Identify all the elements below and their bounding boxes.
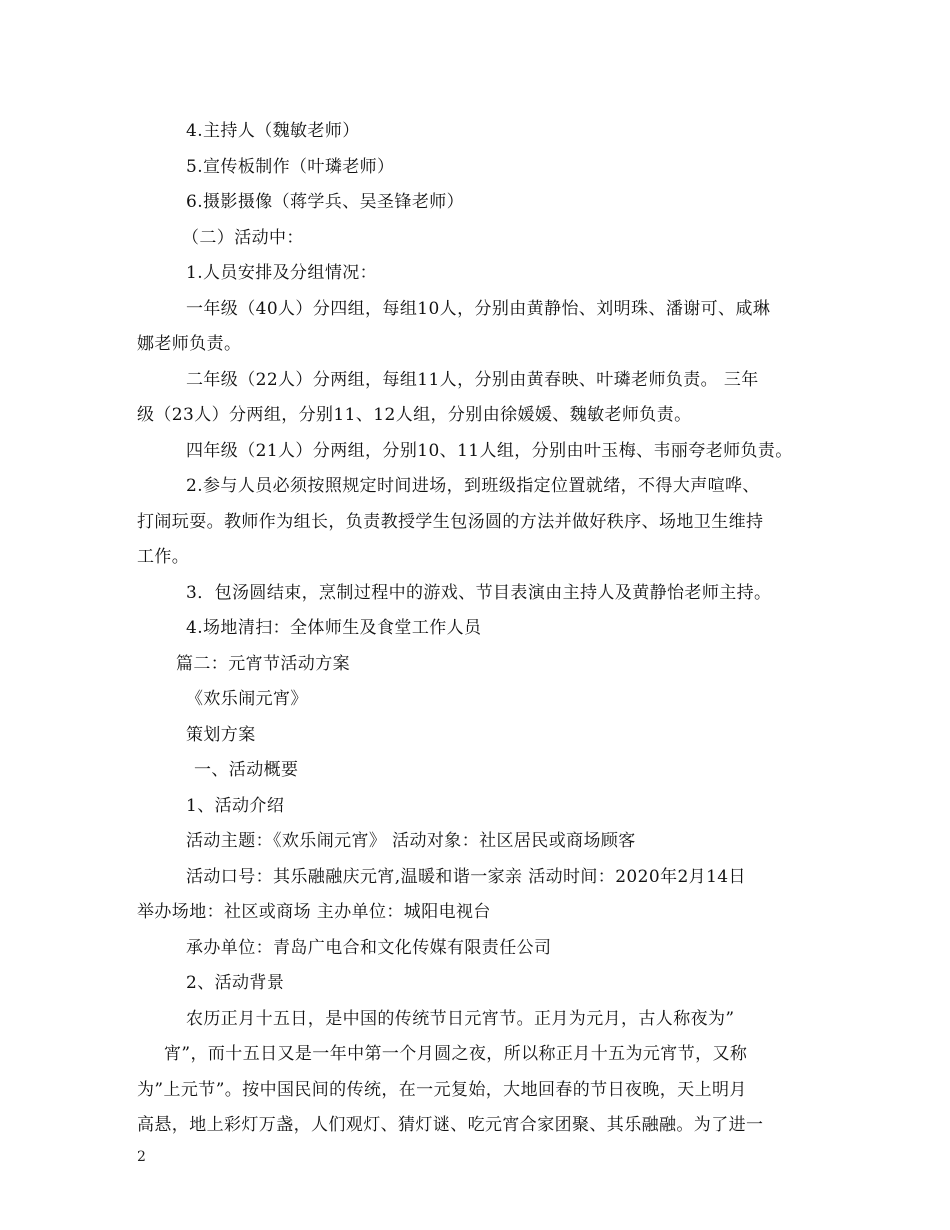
text-line: 策划方案 [186,725,256,745]
text-line: 6.摄影摄像（蒋学兵、吴圣锋老师） [186,192,465,212]
text-line: 2.参与人员必须按照规定时间进场，到班级指定位置就绪，不得大声喧哗、 [186,476,760,496]
text-line: 活动口号：其乐融融庆元宵,温暖和谐一家亲 活动时间：2020年2月14日 [186,867,746,887]
text-line: 娜老师负责。 [137,334,242,354]
text-line: 3．包汤圆结束，烹制过程中的游戏、节目表演由主持人及黄静怡老师主持。 [186,583,772,603]
text-line: 活动主题：《欢乐闹元宵》 活动对象：社区居民或商场顾客 [186,831,636,851]
section-heading: 篇二：元宵节活动方案 [176,654,350,674]
text-line: 农历正月十五日，是中国的传统节日元宵节。正月为元月，古人称夜为” [186,1009,735,1029]
text-line: 举办场地：社区或商场 主办单位：城阳电视台 [137,902,491,922]
text-line: 为”上元节”。按中国民间的传统，在一元复始，大地回春的节日夜晚，天上明月 [137,1080,747,1100]
text-line: 一、活动概要 [194,760,299,780]
text-line: 2、活动背景 [186,973,285,993]
text-line: 工作。 [137,547,190,567]
text-line: 《欢乐闹元宵》 [186,689,308,709]
text-line: 打闹玩耍。教师作为组长，负责教授学生包汤圆的方法并做好秩序、场地卫生维持 [137,512,764,532]
text-line: 1、活动介绍 [186,796,285,816]
text-line: 1.人员安排及分组情况： [186,263,378,283]
text-line: 二年级（22人）分两组，每组11人，分别由黄春映、叶璘老师负责。 三年 [186,370,759,390]
text-line: 宵”，而十五日又是一年中第一个月圆之夜，所以称正月十五为元宵节，又称 [164,1044,748,1064]
text-line: （二）活动中： [182,228,304,248]
text-line: 4.主持人（魏敏老师） [186,121,360,141]
page-number: 2 [137,1149,146,1165]
text-line: 5.宣传板制作（叶璘老师） [186,157,395,177]
text-line: 级（23人）分两组，分别11、12人组，分别由徐媛媛、魏敏老师负责。 [137,405,692,425]
text-line: 4.场地清扫：全体师生及食堂工作人员 [186,618,482,638]
text-line: 高悬，地上彩灯万盏，人们观灯、猜灯谜、吃元宵合家团聚、其乐融融。为了进一 [137,1115,764,1135]
text-line: 一年级（40人）分四组，每组10人，分别由黄静怡、刘明珠、潘谢可、咸琳 [186,299,771,319]
text-line: 四年级（21人）分两组，分别10、11人组，分别由叶玉梅、韦丽夸老师负责。 [186,441,793,461]
text-line: 承办单位：青岛广电合和文化传媒有限责任公司 [186,938,552,958]
